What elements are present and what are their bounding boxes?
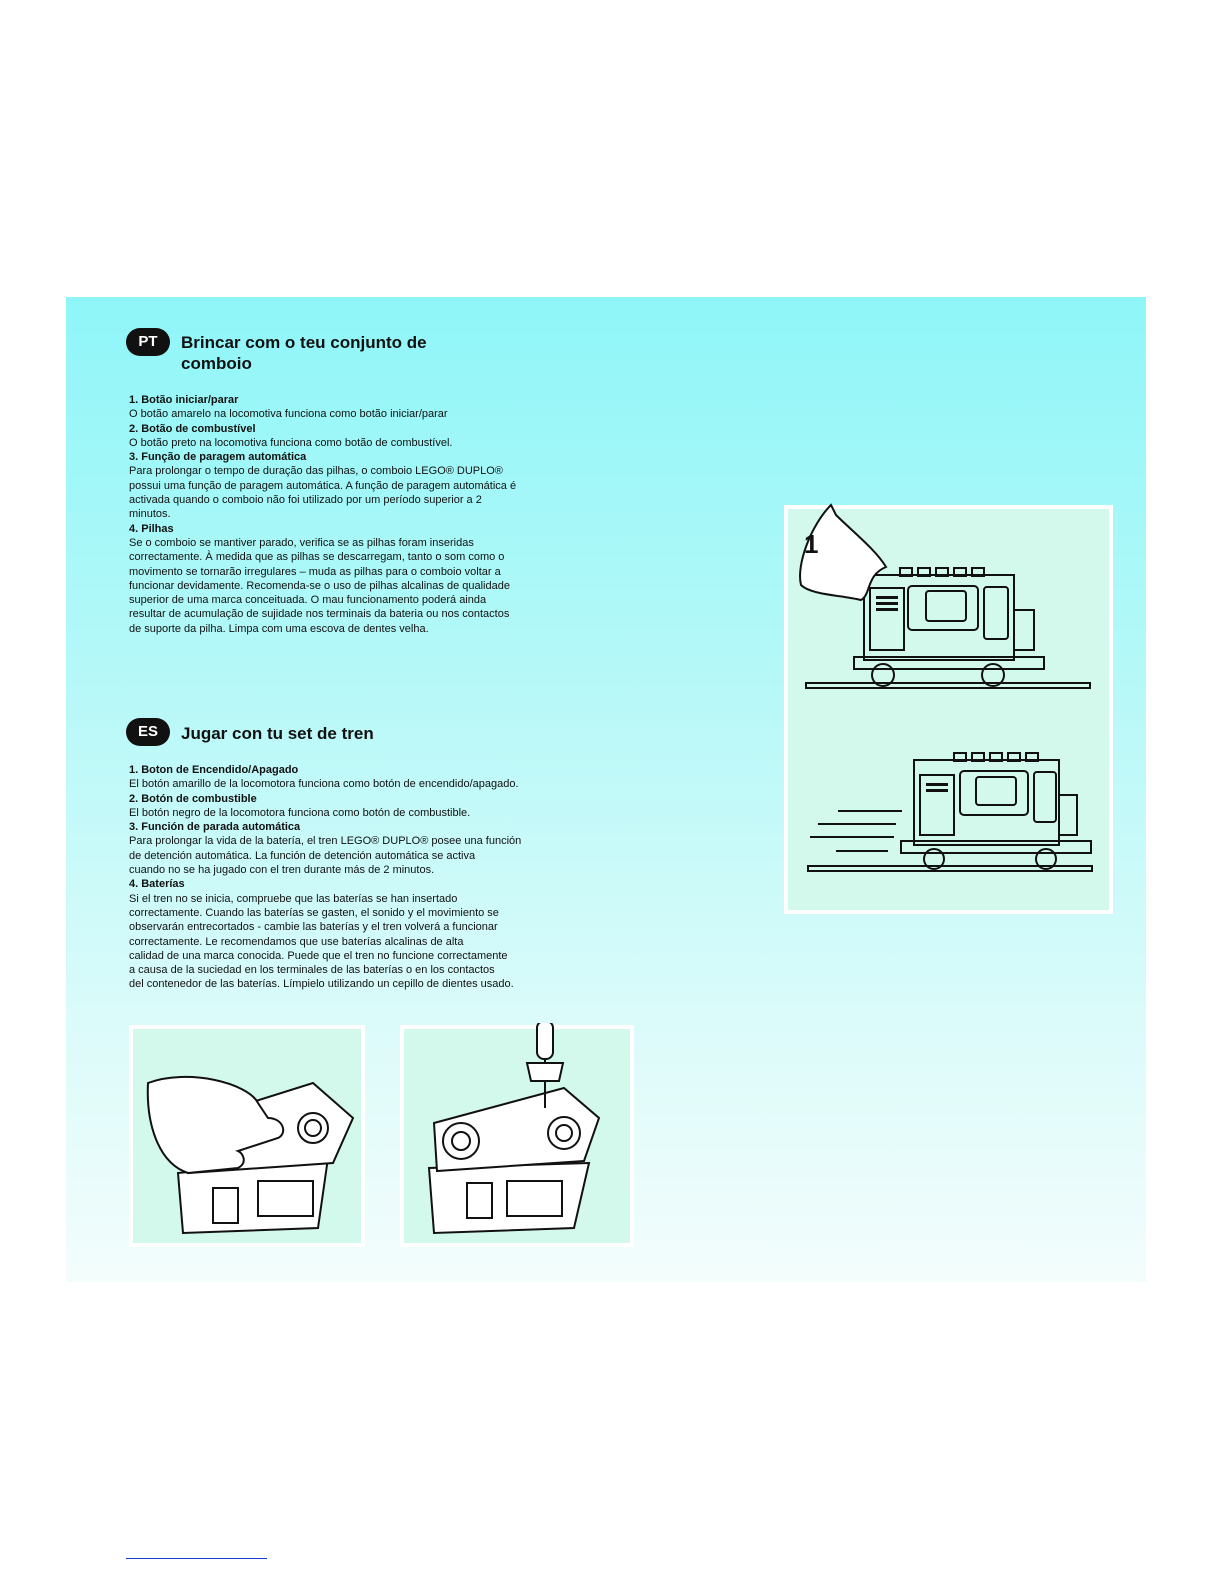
title-line: Jugar con tu set de tren	[181, 724, 374, 743]
item-heading: 4. Pilhas	[129, 522, 174, 535]
item-heading: 2. Botão de combustível	[129, 422, 256, 435]
battery-cover-illustration-right	[399, 1023, 639, 1249]
train-button-illustration	[756, 495, 1136, 925]
title-line: comboio	[181, 354, 252, 373]
instruction-panel	[66, 297, 1146, 1282]
item-heading: 1. Boton de Encendido/Apagado	[129, 764, 299, 776]
item-heading: 2. Botón de combustible	[129, 792, 257, 805]
item-text: El botón amarillo de la locomotora funciona como botón de encendido/apagado.	[129, 778, 519, 791]
item-text: Se o comboio se mantiver parado, verifica se as pilhas foram inseridas correctamente. À medida que as pilhas se descarregam, tanto o som como o movimento se tornarão irregulares – muda as pilhas para o comboio voltar a funcionar devidamente. Recomenda-se o uso de pilhas alcalinas de qualidade superior de uma marca conceituada. O mau funcionamento poderá ainda resultar de acumulação de sujidade nos terminais da bateria ou nos contactos de suporte da pilha. Limpa com uma escova de dentes velha.	[129, 536, 510, 635]
item-heading: 3. Função de paragem automática	[129, 451, 307, 464]
language-badge-pt: PT	[126, 328, 170, 356]
item-heading: 4. Baterías	[129, 878, 185, 891]
item-heading: 1. Botão iniciar/parar	[129, 394, 239, 406]
section-title-pt	[181, 332, 427, 374]
section-body-es	[129, 763, 599, 992]
item-text: Si el tren no se inicia, compruebe que las baterías se han insertado correctamente. Cuando las baterías se gasten, el sonido y el movimiento se observarán entrecortados - cambie las baterías y el tren volverá a funcionar correctamente. Le recomendamos que use baterías alcalinas de alta calidad de una marca conocida. Puede que el tren no funcione correctamente a causa de la suciedad en los terminales de las baterías o en los contactos del contenedor de las baterías. Límpielo utilizando un cepillo de dientes usado.	[129, 892, 514, 991]
section-body-pt	[129, 393, 579, 636]
language-badge-es: ES	[126, 718, 170, 746]
item-text: O botão preto na locomotiva funciona como botão de combustível.	[129, 436, 453, 449]
item-text: Para prolongar o tempo de duração das pilhas, o comboio LEGO® DUPLO® possui uma função de paragem automática. A função de paragem automática é activada quando o comboio não foi utilizado por um período superior a 2 minutos.	[129, 465, 517, 521]
step-number: 1	[804, 529, 819, 559]
item-text: El botón negro de la locomotora funciona como botón de combustible.	[129, 806, 471, 819]
footer-rule	[126, 1558, 267, 1559]
item-text: O botão amarelo na locomotiva funciona como botão iniciar/parar	[129, 408, 448, 421]
title-line: Brincar com o teu conjunto de	[181, 333, 427, 352]
section-title-es	[181, 723, 374, 744]
battery-cover-illustration-left	[128, 1023, 368, 1249]
item-heading: 3. Función de parada automática	[129, 821, 301, 834]
item-text: Para prolongar la vida de la batería, el tren LEGO® DUPLO® posee una función de detención automática. La función de detención automática se activa cuando no se ha jugado con el tren durante más de 2 minutos.	[129, 835, 522, 877]
